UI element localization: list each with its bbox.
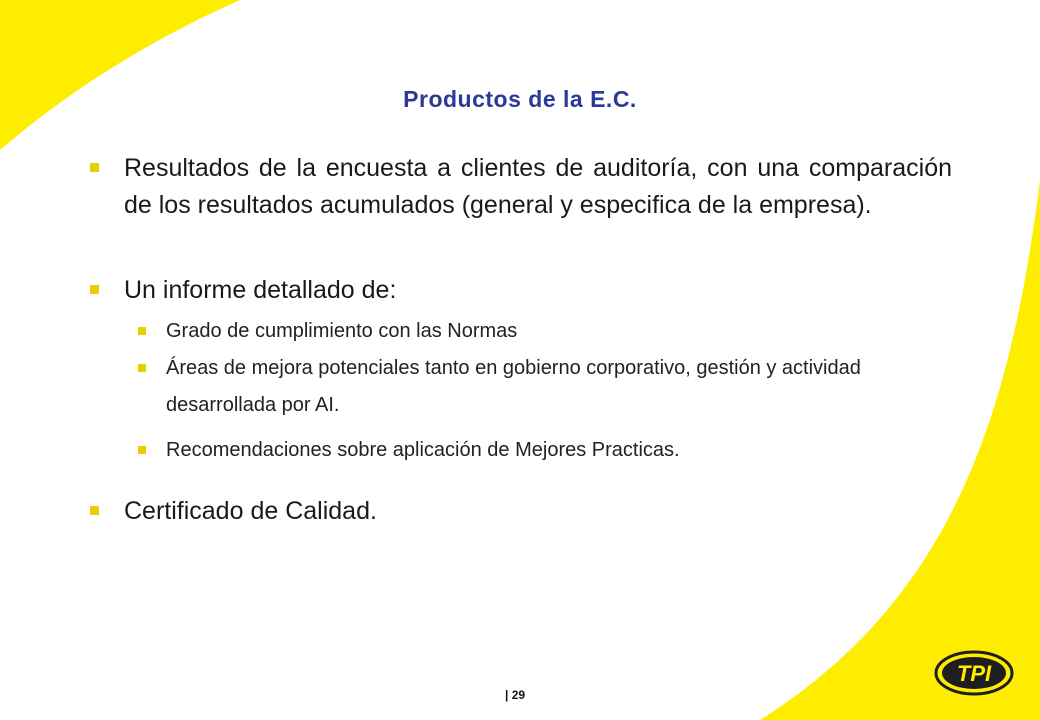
- page-number: | 29: [505, 688, 526, 702]
- square-bullet-icon: [138, 364, 146, 372]
- square-bullet-icon: [138, 446, 146, 454]
- square-bullet-icon: [90, 163, 99, 172]
- square-bullet-icon: [138, 327, 146, 335]
- sub-bullet-item: [86, 432, 952, 469]
- tpi-logo-icon: [934, 650, 1014, 696]
- sub-bullet-item: [86, 313, 952, 350]
- sub-bullet-item: [86, 350, 952, 424]
- bullet-item: [86, 493, 952, 530]
- bullet-text: Resultados de la encuesta a clientes de auditoría, con una comparación de los resultados acumulados (general y especifica de la empresa).: [124, 154, 952, 219]
- svg-text:TPI: TPI: [956, 661, 992, 686]
- square-bullet-icon: [90, 506, 99, 515]
- bullet-item: [86, 272, 952, 309]
- sub-bullet-text: Recomendaciones sobre aplicación de Mejores Practicas.: [166, 439, 680, 461]
- bullet-item: [86, 150, 952, 224]
- bullet-list: [86, 150, 952, 530]
- sub-bullet-text: Grado de cumplimiento con las Normas: [166, 320, 518, 342]
- bullet-text: Certificado de Calidad.: [124, 497, 377, 525]
- sub-bullet-text: Áreas de mejora potenciales tanto en gobierno corporativo, gestión y actividad desarrollada por AI.: [166, 357, 861, 416]
- bullet-text: Un informe detallado de:: [124, 276, 397, 304]
- square-bullet-icon: [90, 285, 99, 294]
- slide-title: Productos de la E.C.: [403, 86, 637, 112]
